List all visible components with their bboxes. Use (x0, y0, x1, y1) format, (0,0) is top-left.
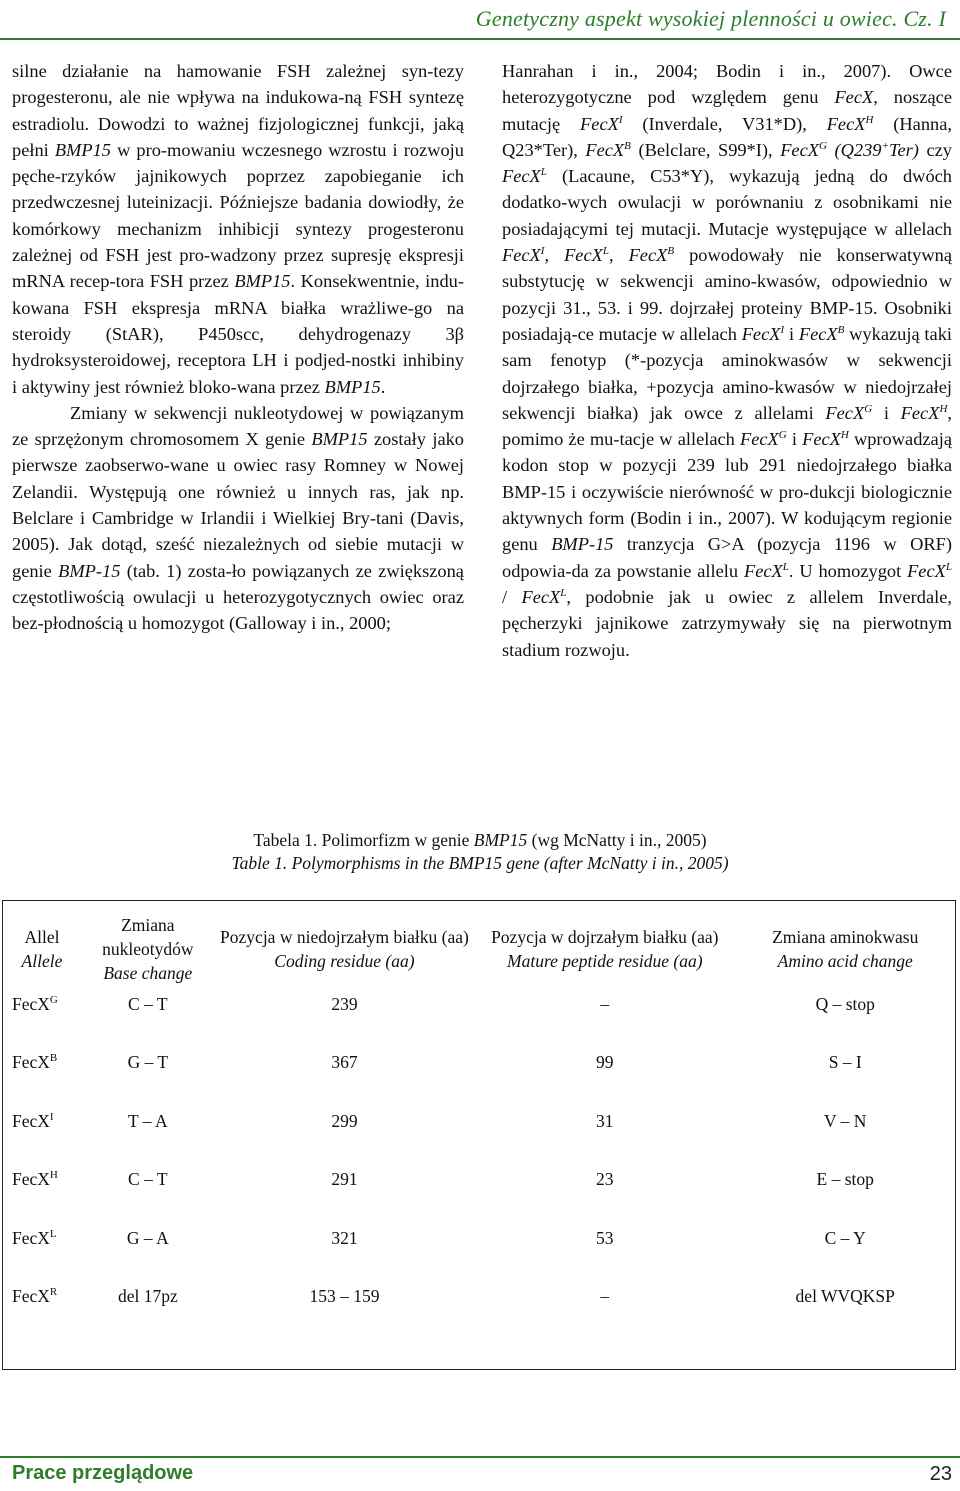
text-run: . U homozygot (788, 560, 908, 581)
base-change-cell: del 17pz (117, 1285, 178, 1306)
coding-residue-cell: 153 – 159 (309, 1285, 380, 1306)
allele-name: FecX$^H$ (826, 113, 874, 134)
table-row (3, 993, 955, 1051)
table-grid (3, 901, 955, 1343)
aa-change-cell: del WVQKSP (795, 1285, 895, 1306)
table-row (3, 1110, 955, 1168)
allele-name: FecX$^G$ (780, 139, 827, 160)
text-run: wykazują taki sam fenotyp (*-pozycja aminokwasów w sekwencji dojrzałego białka, +pozycja amino-kwasów w niedojrzałej sekwencji białka) jak owce z allelami (502, 323, 952, 423)
mutation-notation: (Q239+Ter) (826, 139, 919, 160)
text-run: . Konsekwentnie, indu-kowana FSH ekspresja mRNA białka wrażliwe-go na steroidy (StAR), P450scc, dehydrogenazy 3β hydroksysteroidowej, receptora LH i podjed-nostki inhibiny i aktywiny jest również bloko-wana przez (12, 271, 464, 397)
header-cell: Zmiana nukleotydów Base change (102, 915, 194, 983)
table-row (3, 1051, 955, 1109)
table-caption-pl: Tabela 1. Polimorfizm w genie BMP15 (wg McNatty i in., 2005) (253, 830, 707, 850)
allele-name: FecX$^B$ (585, 139, 631, 160)
aa-change-cell: E – stop (816, 1169, 874, 1190)
gene-name: BMP15 (54, 139, 112, 160)
header-cell: Zmiana aminokwasu Amino acid change (772, 927, 919, 971)
right-column (502, 58, 952, 663)
allele-name: FecX$^L$ (743, 560, 789, 581)
footer-rule (0, 1456, 960, 1458)
text-run: (Belclare, S99*I), (630, 139, 781, 160)
text-run: (Hanna, Q23*Ter), (502, 113, 953, 160)
base-change-cell: G – A (126, 1227, 169, 1248)
text-run: noszące mutację (502, 87, 952, 134)
aa-change-cell: V – N (823, 1110, 867, 1131)
table-caption-en: Table 1. Polymorphisms in the BMP15 gene (after McNatty i in., 2005) (231, 853, 729, 873)
header-cell: Allel Allele (21, 927, 63, 971)
page-header (0, 0, 960, 44)
allele-name: FecX$^G$ (740, 429, 787, 450)
gene-name: FecX, (834, 87, 878, 108)
mature-residue-cell: – (600, 1285, 610, 1306)
text-run: w pro-mowaniu wczesnego wzrostu i rozwoju pęche-rzyków jajnikowych poprzez zapobieganie ich przedwczesnej luteinizacji. Późniejsze badania dowiodły, że komórkowy mechanizm inhibicji syntezy progesteronu zależnej od FSH jest pro-wadzony przez supresję ekspresji mRNA recep-tora FSH przez (12, 139, 464, 292)
mature-residue-cell: 23 (596, 1169, 614, 1190)
table-row (3, 1285, 955, 1343)
allele-name: FecX$^I$ (580, 113, 623, 134)
base-change-cell: T – A (128, 1110, 168, 1131)
running-title: Genetyczny aspekt wysokiej plenności u owiec. Cz. I (475, 6, 946, 31)
aa-change-cell: C – Y (824, 1227, 866, 1248)
coding-residue-cell: 321 (331, 1227, 358, 1248)
mature-residue-cell: 99 (596, 1052, 614, 1073)
gene-name: BMP-15 (58, 560, 121, 581)
header-cell: Pozycja w dojrzałym białku (aa) Mature peptide residue (aa) (491, 927, 719, 971)
allele-name: FecX$^L$ (564, 244, 609, 266)
allele-cell: FecX$^B$ (12, 1052, 58, 1073)
table-row (3, 1168, 955, 1226)
text-run: Hanrahan i in., 2004; Bodin i in., 2007). Owce heterozygotyczne pod względem genu (502, 61, 952, 108)
allele-name: FecX$^I$ (741, 323, 785, 344)
coding-residue-cell: 291 (331, 1169, 358, 1190)
text-run: zostały jako pierwsze zaobserwo-wane u owiec rasy Romney w Nowej Zelandii. Występują one również u innych ras, jak np. Belclare i Cambridge w Irlandii i Wielkiej Bry-tani (Davis, 2005). Jak dotąd, sześć niezależnych od siebie mutacji w genie (12, 429, 465, 581)
base-change-cell: C – T (128, 1169, 168, 1190)
text-run: (Inverdale, V31*D), (622, 113, 827, 134)
table-header-row (3, 901, 955, 993)
allele-name: FecX$^H$ (802, 429, 849, 450)
base-change-cell: G – T (127, 1052, 169, 1073)
section-label: Prace przeglądowe (12, 1462, 194, 1484)
mature-residue-cell: 53 (596, 1227, 614, 1248)
mature-residue-cell: 31 (596, 1110, 614, 1131)
allele-cell: FecX$^L$ (12, 1227, 57, 1248)
coding-residue-cell: 299 (331, 1110, 358, 1131)
text-run: . (380, 376, 386, 397)
text-run: (tab. 1) zosta-ło powiązanych ze zwiększoną częstotliwością owulacji u heterozygotycznych owiec oraz bez-płodnością u homozygot (Galloway i in., 2000; (12, 560, 464, 634)
text-run: czy (918, 139, 952, 160)
gene-name: BMP15 (311, 429, 368, 450)
allele-name: FecX$^L$ (907, 560, 952, 581)
text-run: Zmiany w sekwencji nukleotydowej w powiązanym ze sprzężonym chromosomem X genie (12, 402, 464, 450)
header-cell: Pozycja w niedojrzałym białku (aa) Coding residue (aa) (220, 927, 469, 971)
gene-name: BMP15 (234, 271, 291, 292)
coding-residue-cell: 239 (331, 994, 358, 1014)
text-run: , pomimo że mu-tacje w allelach (502, 402, 953, 450)
paragraph-2 (12, 400, 464, 637)
text-run: wprowadzają kodon stop w pozycji 239 lub 291 niedojrzałego białka BMP-15 i oczywiście nierówność w pro-dukcji biologicznie aktywnych form (Bodin i in., 2007). W kodującym regionie genu (502, 429, 952, 555)
allele-name: FecX$^I$ (502, 244, 545, 266)
table-row (3, 1227, 955, 1285)
text-run: tranzycja G>A (pozycja 1196 w ORF) odpowia-da za powstanie allelu (502, 534, 952, 581)
allele-cell: FecX$^I$ (12, 1110, 54, 1131)
allele-name: FecX$^L$ (521, 586, 567, 607)
allele-name: FecX$^H$ (900, 402, 948, 423)
paragraph-3: Hanrahan i in., 2004; Bodin i in., 2007). Owce heterozygotyczne pod względem genu FecX, noszące mutację FecX$^I$ (Inverdale, V31*D), FecX$^H$ (Hanna, Q23*Ter), FecX$^B$ (Belclare, S99*I), FecX$^G$ (Q239+Ter) czy FecX$^L$ (Lacaune, C53*Y), wykazują jedną do dwóch dodatko-wych owulacji w porównaniu z osobnikami nie posiadającymi tej mutacji. Mutacje występujące w allelach FecX$^I$, FecX$^L$, FecX$^B$ powodowały nie konserwatywną substytucję w sekwencji amino-kwasów, odpowiednio w pozycji 31., 53. i 99. dojrzałej proteiny BMP-15. Osobniki posiadają-ce mutacje w allelach FecX$^I$ i FecX$^B$ wykazują taki sam fenotyp (*-pozycja aminokwasów w sekwencji dojrzałego białka, +pozycja amino-kwasów w niedojrzałej sekwencji białka) jak owce z allelami FecX$^G$ i FecX$^H$, pomimo że mu-tacje w allelach FecX$^G$ i FecX$^H$ wprowadzają kodon stop w pozycji 239 lub 291 niedojrzałego białka BMP-15 i oczywiście nierówność w pro-dukcji biologicznie aktywnych form (Bodin i in., 2007). W kodującym regionie genu BMP-15 tranzycja G>A (pozycja 1196 w ORF) odpowia-da za powstanie allelu FecX$^L$. U homozygot FecX$^L$ / FecX$^L$, podobnie jak u owiec z allelem Inverdale, pęcherzyki jajnikowe zatrzymywały się na pierwotnym stadium rozwoju. (502, 61, 953, 660)
aa-change-cell: S – I (828, 1052, 862, 1073)
polymorphism-table (2, 900, 956, 1370)
header-rule (0, 38, 960, 40)
allele-cell: FecX$^H$ (12, 1169, 58, 1190)
base-change-cell: C – T (128, 994, 168, 1014)
paragraph-1 (12, 58, 464, 400)
allele-cell: FecX$^R$ (12, 1285, 58, 1306)
text-run: silne działanie na hamowanie FSH zależnej syn-tezy progesteronu, ale nie wpływa na indukowa-ną FSH syntezę estradiolu. Dowodzi to ważnej fizjologicznej funkcji, jaką pełni (12, 61, 464, 160)
left-column (12, 58, 464, 637)
aa-change-cell: Q – stop (815, 994, 875, 1014)
text-run: (Lacaune, C53*Y), wykazują jedną do dwóch dodatko-wych owulacji w porównaniu z osobnikami nie posiadającymi tej mutacji. Mutacje występujące w allelach (502, 166, 952, 239)
gene-name: BMP-15 (551, 534, 614, 555)
allele-cell: FecX$^G$ (12, 994, 58, 1014)
gene-name: BMP15 (324, 376, 381, 397)
allele-name: FecX$^L$ (502, 166, 547, 187)
allele-name: FecX$^B$ (798, 323, 845, 344)
allele-name: FecX$^G$ (825, 402, 873, 423)
coding-residue-cell: 367 (331, 1052, 358, 1073)
page-number: 23 (929, 1463, 952, 1485)
allele-name: FecX$^B$ (628, 244, 675, 266)
mature-residue-cell: – (600, 994, 610, 1014)
text-run: , podobnie jak u owiec z allelem Inverdale, pęcherzyki jajnikowe zatrzymywały się na pierwotnym stadium rozwoju. (502, 586, 952, 660)
text-run: powodowały nie konserwatywną substytucję w sekwencji amino-kwasów, odpowiednio w pozycji 31., 53. i 99. dojrzałej proteiny BMP-15. Osobniki posiadają-ce mutacje w allelach (502, 245, 952, 344)
